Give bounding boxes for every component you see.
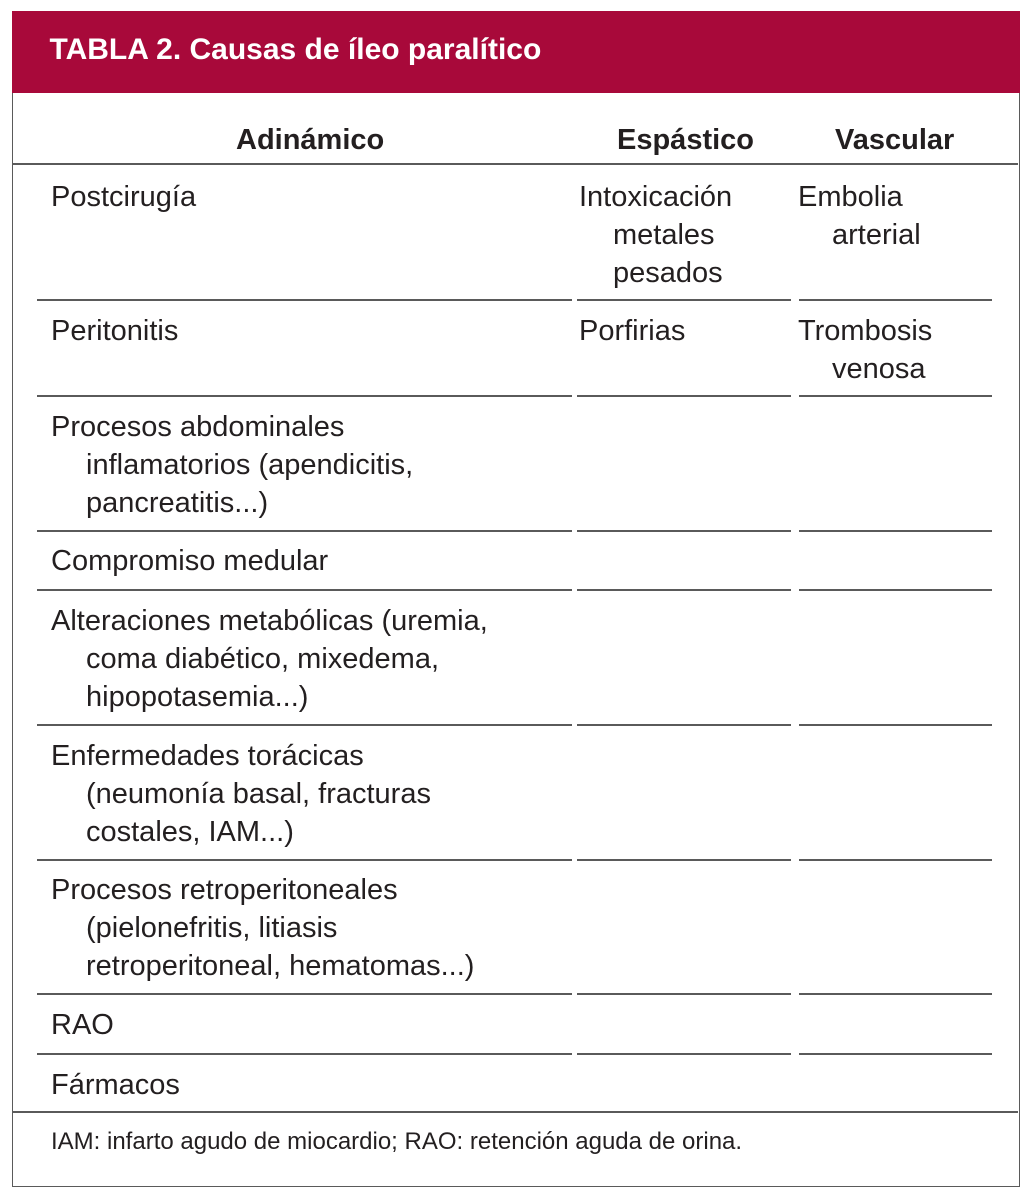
row-divider [799,724,992,726]
row-divider [37,859,572,861]
cell-vascular [798,312,932,388]
row-divider [37,589,572,591]
row-divider [37,1053,572,1055]
row-divider [37,299,572,301]
header-divider [13,163,1018,165]
cell-adinamico [51,1006,114,1044]
cell-line: Embolia [798,181,903,213]
row-divider [577,859,791,861]
cell-adinamico [51,542,328,580]
row-divider [577,993,791,995]
cell-line: (pielonefritis, litiasis [86,912,338,944]
row-divider [577,724,791,726]
cell-line: Compromiso medular [51,545,329,577]
row-divider [799,1053,992,1055]
row-divider [37,530,572,532]
cell-line: Alteraciones metabólicas (uremia, [51,605,488,637]
row-divider [577,530,791,532]
title-bar [12,11,1020,93]
cell-adinamico [51,1066,180,1104]
row-divider [37,395,572,397]
cell-adinamico [51,871,474,985]
cell-line: inflamatorios (apendicitis, [86,449,414,481]
cell-adinamico [51,602,488,716]
column-header-espastico: Espástico [617,124,754,156]
cell-espastico [579,178,732,292]
cell-line: pancreatitis...) [86,487,269,519]
row-divider [577,299,791,301]
cell-espastico [579,312,685,350]
row-divider [577,395,791,397]
table-container [12,11,1020,1187]
cell-line: venosa [832,353,926,385]
cell-line: Porfirias [579,315,686,347]
column-header-adinamico: Adinámico [236,124,385,156]
row-divider [799,859,992,861]
cell-line: coma diabético, mixedema, [86,643,439,675]
row-divider [37,993,572,995]
cell-line: hipopotasemia...) [86,681,309,713]
cell-line: Procesos retroperitoneales [51,874,398,906]
row-divider [799,993,992,995]
row-divider [799,530,992,532]
cell-line: Fármacos [51,1069,180,1101]
cell-line: Procesos abdominales [51,411,345,443]
cell-line: Peritonitis [51,315,179,347]
cell-line: Trombosis [798,315,933,347]
footer-divider [13,1111,1018,1113]
table-title: TABLA 2. Causas de íleo paralítico [49,32,542,66]
cell-adinamico [51,178,196,216]
cell-line: costales, IAM...) [86,816,294,848]
cell-adinamico [51,737,431,851]
cell-line: Postcirugía [51,181,197,213]
cell-line: retroperitoneal, hematomas...) [86,950,475,982]
row-divider [577,1053,791,1055]
cell-line: pesados [613,257,723,289]
cell-line: Intoxicación [579,181,733,213]
row-divider [799,395,992,397]
row-divider [37,724,572,726]
column-header-vascular: Vascular [835,124,955,156]
cell-line: RAO [51,1009,114,1041]
cell-line: arterial [832,219,921,251]
cell-line: metales [613,219,715,251]
cell-adinamico [51,408,413,522]
row-divider [799,589,992,591]
row-divider [577,589,791,591]
table-footnote: IAM: infarto agudo de miocardio; RAO: retención aguda de orina. [51,1128,743,1155]
cell-line: Enfermedades torácicas [51,740,364,772]
row-divider [799,299,992,301]
cell-vascular [798,178,921,254]
cell-adinamico [51,312,178,350]
cell-line: (neumonía basal, fracturas [86,778,431,810]
